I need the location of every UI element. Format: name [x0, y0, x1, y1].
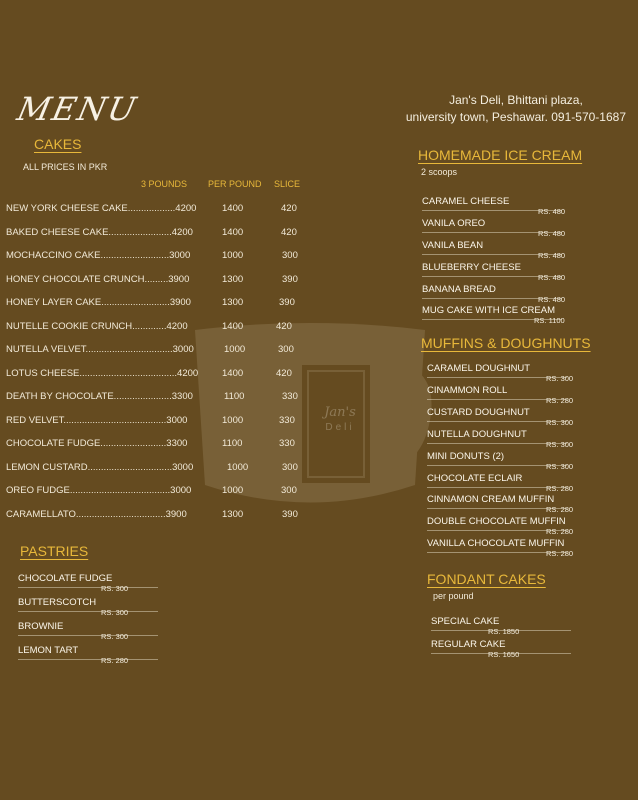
cake-per-pound: 1000	[222, 250, 244, 261]
fondant-name: REGULAR CAKE	[431, 639, 506, 650]
muffin-name: NUTELLA DOUGHNUT	[427, 429, 527, 440]
menu-title: MENU	[13, 90, 142, 128]
cake-per-pound: 1100	[224, 391, 245, 402]
address-line-2: university town, Peshawar. 091-570-1687	[405, 110, 626, 124]
cake-name: OREO FUDGE......................................3000	[6, 485, 192, 496]
pastry-price: RS. 300	[101, 608, 129, 617]
prices-note: ALL PRICES IN PKR	[23, 162, 108, 172]
cake-slice: 390	[282, 508, 298, 520]
cake-per-pound: 1400	[222, 203, 244, 214]
pastry-item	[18, 573, 158, 588]
watermark-sub-text: Deli	[325, 422, 355, 433]
muffin-name: DOUBLE CHOCOLATE MUFFIN	[427, 516, 566, 527]
muffin-price: RS. 280	[546, 484, 574, 493]
pastry-name: BUTTERSCOTCH	[18, 597, 97, 608]
ice-cream-price: RS. 480	[538, 251, 566, 260]
cake-slice: 300	[282, 461, 298, 473]
watermark-logo-text: Jan's	[324, 405, 356, 420]
cake-slice: 330	[282, 391, 298, 402]
muffin-name: CARAMEL DOUGHNUT	[427, 363, 531, 374]
col-header-3-pounds: 3 POUNDS	[141, 179, 188, 189]
cake-slice: 390	[279, 297, 295, 308]
cake-per-pound: 1300	[222, 297, 244, 308]
muffin-price: RS. 300	[546, 374, 574, 383]
muffin-price: RS. 300	[546, 418, 574, 427]
muffin-price: RS. 300	[546, 462, 574, 471]
pastry-name: CHOCOLATE FUDGE	[18, 573, 113, 584]
cake-slice: 420	[281, 203, 297, 214]
cake-slice: 330	[279, 414, 295, 426]
cake-per-pound: 1400	[222, 320, 244, 332]
cake-name: NUTELLE COOKIE CRUNCH.............4200	[6, 320, 188, 332]
col-header-per-pound: PER POUND	[208, 179, 262, 189]
ice-cream-name: VANILA BEAN	[422, 240, 484, 251]
ice-cream-price: RS. 1100	[534, 316, 565, 325]
cake-name: CARAMELLATO..................................3900	[6, 508, 187, 520]
cake-per-pound: 1000	[227, 461, 249, 473]
muffin-name: VANILLA CHOCOLATE MUFFIN	[427, 538, 565, 549]
cake-per-pound: 1400	[222, 226, 244, 238]
fondant-heading: FONDANT CAKES	[427, 571, 546, 587]
cake-name: RED VELVET.......................................3000	[6, 414, 188, 426]
cake-per-pound: 1000	[222, 414, 244, 426]
address	[406, 92, 626, 126]
ice-cream-price: RS. 480	[538, 229, 566, 238]
fondant-price: RS. 1650	[488, 650, 520, 659]
address-line-1: Jan's Deli, Bhittani plaza,	[449, 93, 583, 107]
cake-name: CHOCOLATE FUDGE.........................3300	[6, 438, 188, 449]
muffin-name: CHOCOLATE ECLAIR	[427, 473, 523, 484]
cake-slice: 300	[282, 250, 298, 261]
cake-name: HONEY LAYER CAKE..........................3900	[6, 297, 191, 308]
cake-name: HONEY CHOCOLATE CRUNCH.........3900	[6, 273, 190, 285]
pastry-price: RS. 280	[101, 656, 129, 665]
muffin-price: RS. 280	[546, 527, 574, 536]
muffins-heading: MUFFINS & DOUGHNUTS	[421, 335, 591, 351]
cake-name: MOCHACCINO CAKE..........................3000	[6, 250, 191, 261]
cake-per-pound: 1400	[222, 367, 244, 379]
col-header-slice: SLICE	[274, 179, 301, 189]
muffin-price: RS. 280	[546, 549, 574, 558]
pastry-name: BROWNIE	[18, 621, 64, 632]
cake-per-pound: 1000	[224, 344, 246, 355]
cake-slice: 420	[276, 367, 292, 379]
pastry-price: RS. 300	[101, 632, 129, 641]
ice-cream-note: 2 scoops	[421, 167, 458, 177]
pastry-item	[18, 597, 158, 612]
pastry-name: LEMON TART	[18, 645, 79, 656]
muffin-price: RS. 280	[546, 505, 574, 514]
pastries-heading: PASTRIES	[20, 543, 89, 559]
cake-slice: 420	[281, 226, 297, 238]
cake-per-pound: 1100	[222, 438, 243, 449]
cake-slice: 300	[281, 485, 297, 496]
ice-cream-price: RS. 480	[538, 295, 566, 304]
cake-slice: 300	[278, 344, 294, 355]
cake-name: LEMON CUSTARD................................3000	[6, 461, 194, 473]
cake-name: BAKED CHEESE CAKE........................4200	[6, 226, 193, 238]
ice-cream-price: RS. 480	[538, 273, 566, 282]
cake-name: LOTUS CHEESE.....................................4200	[6, 367, 199, 379]
cake-name: NEW YORK CHEESE CAKE..................4200	[6, 203, 197, 214]
ice-cream-name: CARAMEL CHEESE	[422, 196, 510, 207]
ice-cream-name: BLUEBERRY CHEESE	[422, 262, 521, 273]
muffin-name: CINAMMON ROLL	[427, 385, 508, 396]
muffin-name: CINNAMON CREAM MUFFIN	[427, 494, 555, 505]
cake-per-pound: 1000	[222, 485, 244, 496]
ice-cream-name: VANILA OREO	[422, 218, 486, 229]
cake-per-pound: 1300	[222, 273, 244, 285]
ice-cream-price: RS. 480	[538, 207, 566, 216]
ice-cream-name: BANANA BREAD	[422, 284, 496, 295]
fondant-price: RS. 1850	[488, 627, 520, 636]
cake-name: NUTELLA VELVET.................................3000	[6, 344, 194, 355]
pastry-item	[18, 645, 158, 660]
pastry-item	[18, 621, 158, 636]
ice-cream-heading: HOMEMADE ICE CREAM	[418, 147, 583, 163]
muffin-name: MINI DONUTS (2)	[427, 451, 505, 462]
cake-slice: 390	[282, 273, 298, 285]
cakes-heading: CAKES	[34, 136, 82, 152]
watermark-logo	[300, 405, 380, 433]
muffin-price: RS. 300	[546, 440, 574, 449]
fondant-note: per pound	[433, 591, 474, 601]
cake-slice: 330	[279, 438, 295, 449]
cake-per-pound: 1300	[222, 508, 244, 520]
cake-name: DEATH BY CHOCOLATE......................3300	[6, 391, 193, 402]
pastry-price: RS. 300	[101, 584, 129, 593]
cake-slice: 420	[276, 320, 292, 332]
muffin-price: RS. 280	[546, 396, 574, 405]
muffin-name: CUSTARD DOUGHNUT	[427, 407, 530, 418]
ice-cream-name: MUG CAKE WITH ICE CREAM	[422, 305, 556, 316]
fondant-name: SPECIAL CAKE	[431, 616, 500, 627]
